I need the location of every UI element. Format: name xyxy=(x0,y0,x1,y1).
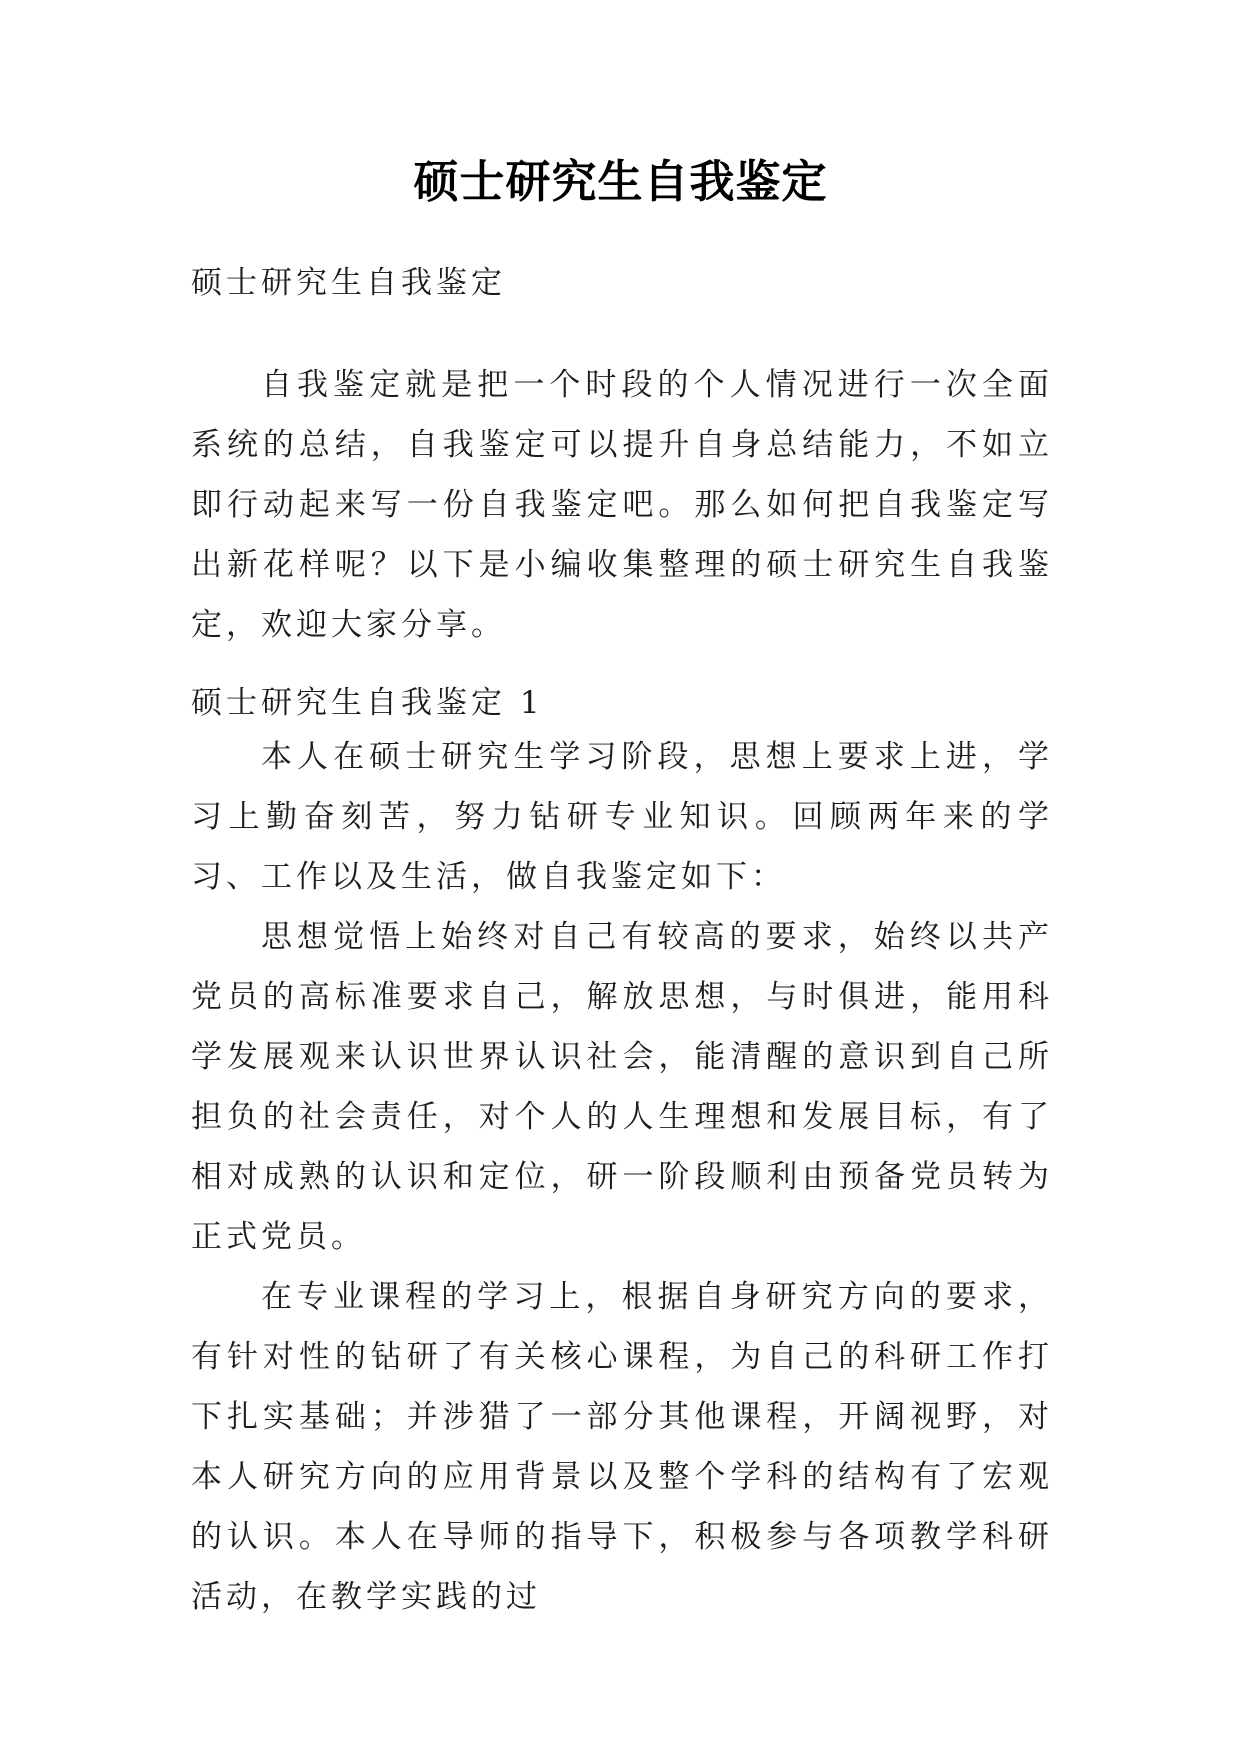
document-title: 硕士研究生自我鉴定 xyxy=(413,155,828,208)
body-paragraph: 思想觉悟上始终对自己有较高的要求，始终以共产党员的高标准要求自己，解放思想，与时俱进，能用科学发展观来认识世界认识社会，能清醒的意识到自己所担负的社会责任，对个人的人生理想和发展目标，有了相对成熟的认识和定位，研一阶段顺利由预备党员转为正式党员。 xyxy=(191,919,1053,1255)
body-paragraph: 本人在硕士研究生学习阶段，思想上要求上进，学习上勤奋刻苦，努力钻研专业知识。回顾两年来的学习、工作以及生活，做自我鉴定如下： xyxy=(191,739,1053,895)
intro-paragraph: 自我鉴定就是把一个时段的个人情况进行一次全面系统的总结，自我鉴定可以提升自身总结能力，不如立即行动起来写一份自我鉴定吧。那么如何把自我鉴定写出新花样呢？以下是小编收集整理的硕士研究生自我鉴定，欢迎大家分享。 xyxy=(191,367,1053,643)
document-subtitle: 硕士研究生自我鉴定 xyxy=(191,265,506,301)
section-body xyxy=(191,727,1053,1627)
intro-paragraph-block xyxy=(191,355,1053,655)
body-paragraph: 在专业课程的学习上，根据自身研究方向的要求，有针对性的钻研了有关核心课程，为自己的科研工作打下扎实基础；并涉猎了一部分其他课程，开阔视野，对本人研究方向的应用背景以及整个学科的结构有了宏观的认识。本人在导师的指导下，积极参与各项教学科研活动，在教学实践的过 xyxy=(191,1279,1053,1615)
section-heading: 硕士研究生自我鉴定 1 xyxy=(191,685,544,721)
